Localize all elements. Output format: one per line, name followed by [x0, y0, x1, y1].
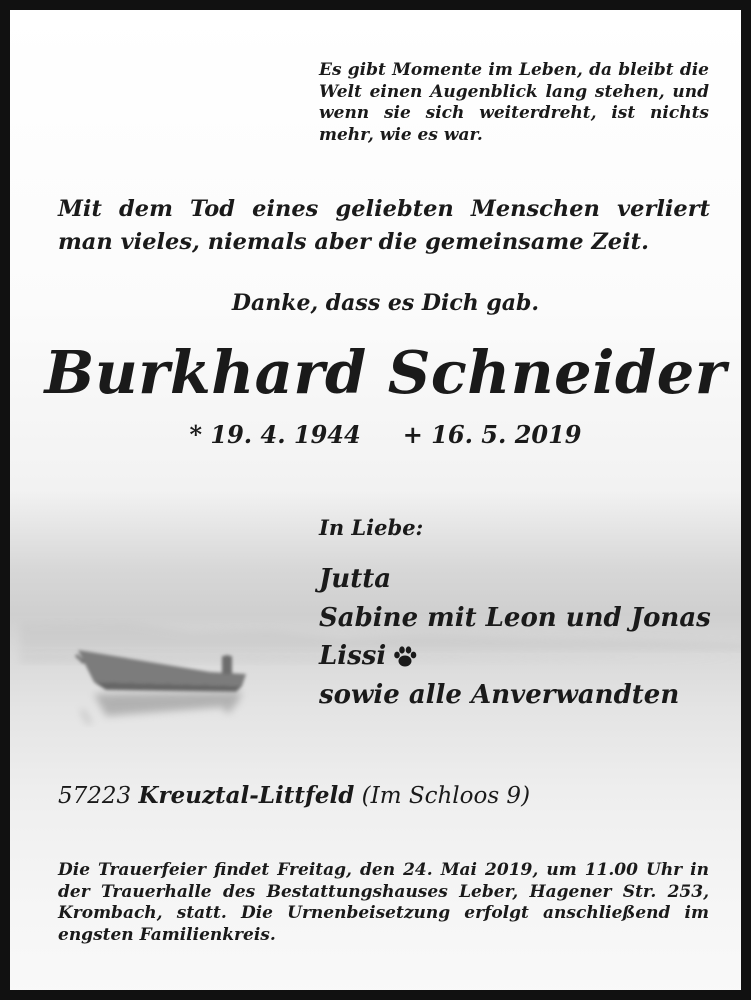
- death-date: + 16. 5. 2019: [402, 420, 582, 449]
- mourner-name: Sabine mit Leon und Jonas: [319, 602, 711, 633]
- life-dates: [10, 420, 751, 449]
- birth-date: * 19. 4. 1944: [189, 420, 361, 449]
- mourner-name: Jutta: [319, 564, 392, 594]
- mourner-name: Lissi: [319, 641, 387, 671]
- misty-lake-background: [10, 10, 751, 1000]
- lead-sentence: Mit dem Tod eines geliebten Menschen verliert man vieles, niemals aber die gemeinsame Zeit.: [58, 196, 710, 255]
- postal-code: 57223: [58, 783, 132, 809]
- mourners-list: [319, 560, 711, 714]
- address-line: [58, 782, 530, 809]
- rowboat-reflection: [82, 692, 242, 724]
- opening-quote: Es gibt Momente im Leben, da bleibt die Welt einen Augenblick lang stehen, und wenn sie sich weiterdreht, ist nichts mehr, wie es war.: [319, 60, 709, 145]
- city: Kreuztal-Littfeld: [138, 782, 355, 809]
- deceased-name: Burkhard Schneider: [44, 338, 727, 407]
- mourner-entry-with-pet: [319, 637, 711, 676]
- mourners-intro: In Liebe:: [319, 515, 424, 540]
- mourner-name: sowie alle Anverwandten: [319, 679, 680, 710]
- thanks-line: Danke, dass es Dich gab.: [231, 290, 540, 316]
- funeral-notice: Die Trauerfeier findet Freitag, den 24. Mai 2019, um 11.00 Uhr in der Trauerhalle des Bestattungshauses Leber, Hagener Str. 253, Krombach, statt. Die Urnenbeisetzung erfolgt anschließend im engsten Familienkreis.: [58, 860, 709, 945]
- paw-print-icon: [392, 645, 418, 669]
- street: (Im Schloos 9): [361, 783, 531, 809]
